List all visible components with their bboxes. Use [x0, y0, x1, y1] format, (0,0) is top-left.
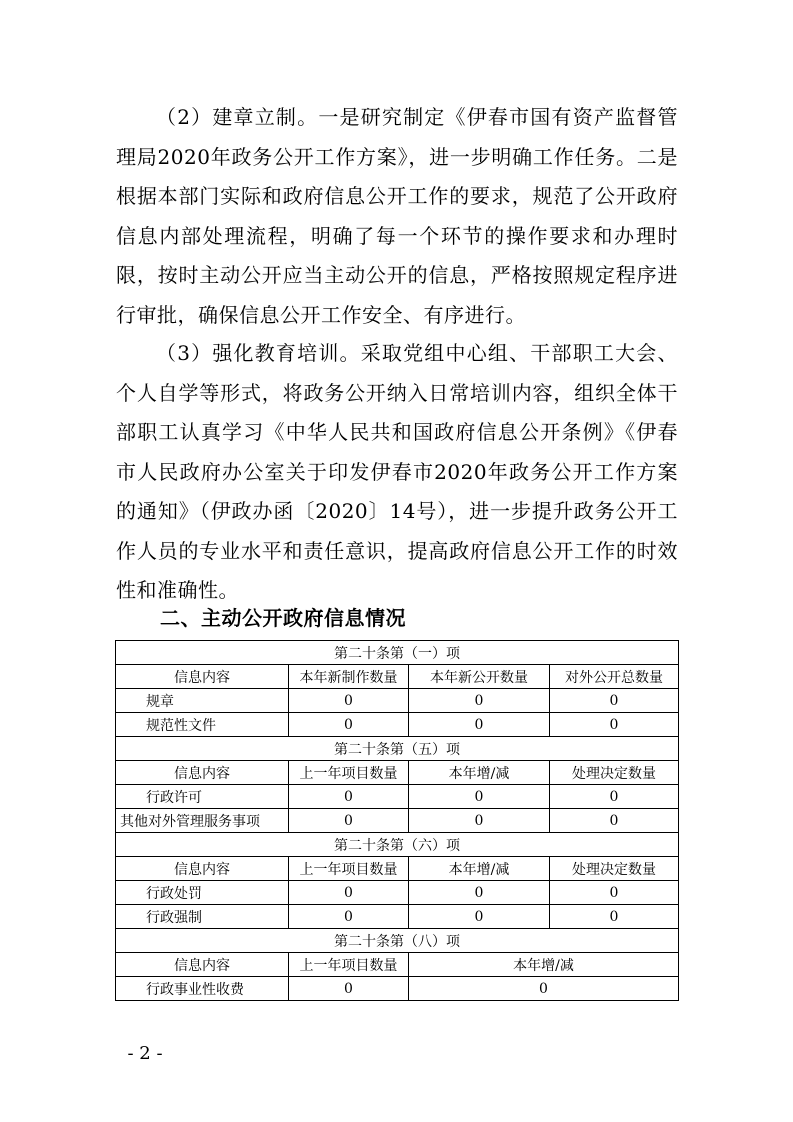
header-cell: 信息内容 [116, 665, 289, 689]
section-title-row [116, 737, 679, 761]
header-cell: 上一年项目数量 [289, 761, 409, 785]
section-title-row [116, 929, 679, 953]
header-cell: 本年增/减 [409, 857, 550, 881]
header-cell: 本年新公开数量 [409, 665, 550, 689]
page-number: - 2 - [127, 1043, 163, 1064]
table-header-row [116, 953, 679, 977]
value-cell: 0 [409, 689, 550, 713]
section-title: 第二十条第（五）项 [116, 737, 679, 761]
value-cell: 0 [550, 713, 679, 737]
row-label: 规章 [116, 689, 289, 713]
table-header-row [116, 857, 679, 881]
header-cell: 本年增/减 [409, 761, 550, 785]
value-cell: 0 [409, 977, 679, 1001]
header-cell: 本年新制作数量 [289, 665, 409, 689]
value-cell: 0 [409, 713, 550, 737]
row-label: 行政许可 [116, 785, 289, 809]
table-header-row [116, 761, 679, 785]
value-cell: 0 [409, 881, 550, 905]
value-cell: 0 [550, 689, 679, 713]
paragraph-education-training: （3）强化教育培训。采取党组中心组、干部职工大会、个人自学等形式，将政务公开纳入日常培训内容，组织全体干部职工认真学习《中华人民共和国政府信息公开条例》《伊春市人民政府办公室关于印发伊春市2020年政务公开工作方案的通知》（伊政办函〔2020〕14号），进一步提升政务公开工作人员的专业水平和责任意识，提高政府信息公开工作的时效性和准确性。 [116, 341, 678, 602]
table-row [116, 809, 679, 833]
section-title: 第二十条第（六）项 [116, 833, 679, 857]
value-cell: 0 [289, 905, 409, 929]
value-cell: 0 [550, 809, 679, 833]
value-cell: 0 [409, 905, 550, 929]
disclosure-table [115, 640, 679, 1001]
paragraph-rules-and-regulations: （2）建章立制。一是研究制定《伊春市国有资产监督管理局2020年政务公开工作方案》，进一步明确工作任务。二是根据本部门实际和政府信息公开工作的要求，规范了公开政府信息内部处理流程，明确了每一个环节的操作要求和办理时限，按时主动公开应当主动公开的信息，严格按照规定程序进行审批，确保信息公开工作安全、有序进行。 [116, 105, 678, 327]
value-cell: 0 [550, 881, 679, 905]
value-cell: 0 [289, 977, 409, 1001]
row-label: 其他对外管理服务事项 [116, 809, 289, 833]
value-cell: 0 [550, 905, 679, 929]
value-cell: 0 [289, 689, 409, 713]
value-cell: 0 [289, 881, 409, 905]
table-row [116, 689, 679, 713]
table-row [116, 713, 679, 737]
row-label: 规范性文件 [116, 713, 289, 737]
section-heading: 二、主动公开政府信息情况 [160, 606, 406, 630]
row-label: 行政处罚 [116, 881, 289, 905]
table-row [116, 905, 679, 929]
section-title: 第二十条第（八）项 [116, 929, 679, 953]
value-cell: 0 [409, 809, 550, 833]
header-cell: 上一年项目数量 [289, 953, 409, 977]
header-cell: 上一年项目数量 [289, 857, 409, 881]
value-cell: 0 [550, 785, 679, 809]
row-label: 行政强制 [116, 905, 289, 929]
header-cell: 处理决定数量 [550, 857, 679, 881]
table-row [116, 881, 679, 905]
header-cell: 信息内容 [116, 953, 289, 977]
header-cell: 对外公开总数量 [550, 665, 679, 689]
table-row [116, 785, 679, 809]
header-cell: 信息内容 [116, 857, 289, 881]
section-title-row [116, 833, 679, 857]
header-cell: 信息内容 [116, 761, 289, 785]
value-cell: 0 [289, 785, 409, 809]
row-label: 行政事业性收费 [116, 977, 289, 1001]
value-cell: 0 [409, 785, 550, 809]
value-cell: 0 [289, 809, 409, 833]
table-header-row [116, 665, 679, 689]
section-title: 第二十条第（一）项 [116, 641, 679, 665]
table-row [116, 977, 679, 1001]
value-cell: 0 [289, 713, 409, 737]
header-cell: 处理决定数量 [550, 761, 679, 785]
section-title-row [116, 641, 679, 665]
header-cell: 本年增/减 [409, 953, 679, 977]
